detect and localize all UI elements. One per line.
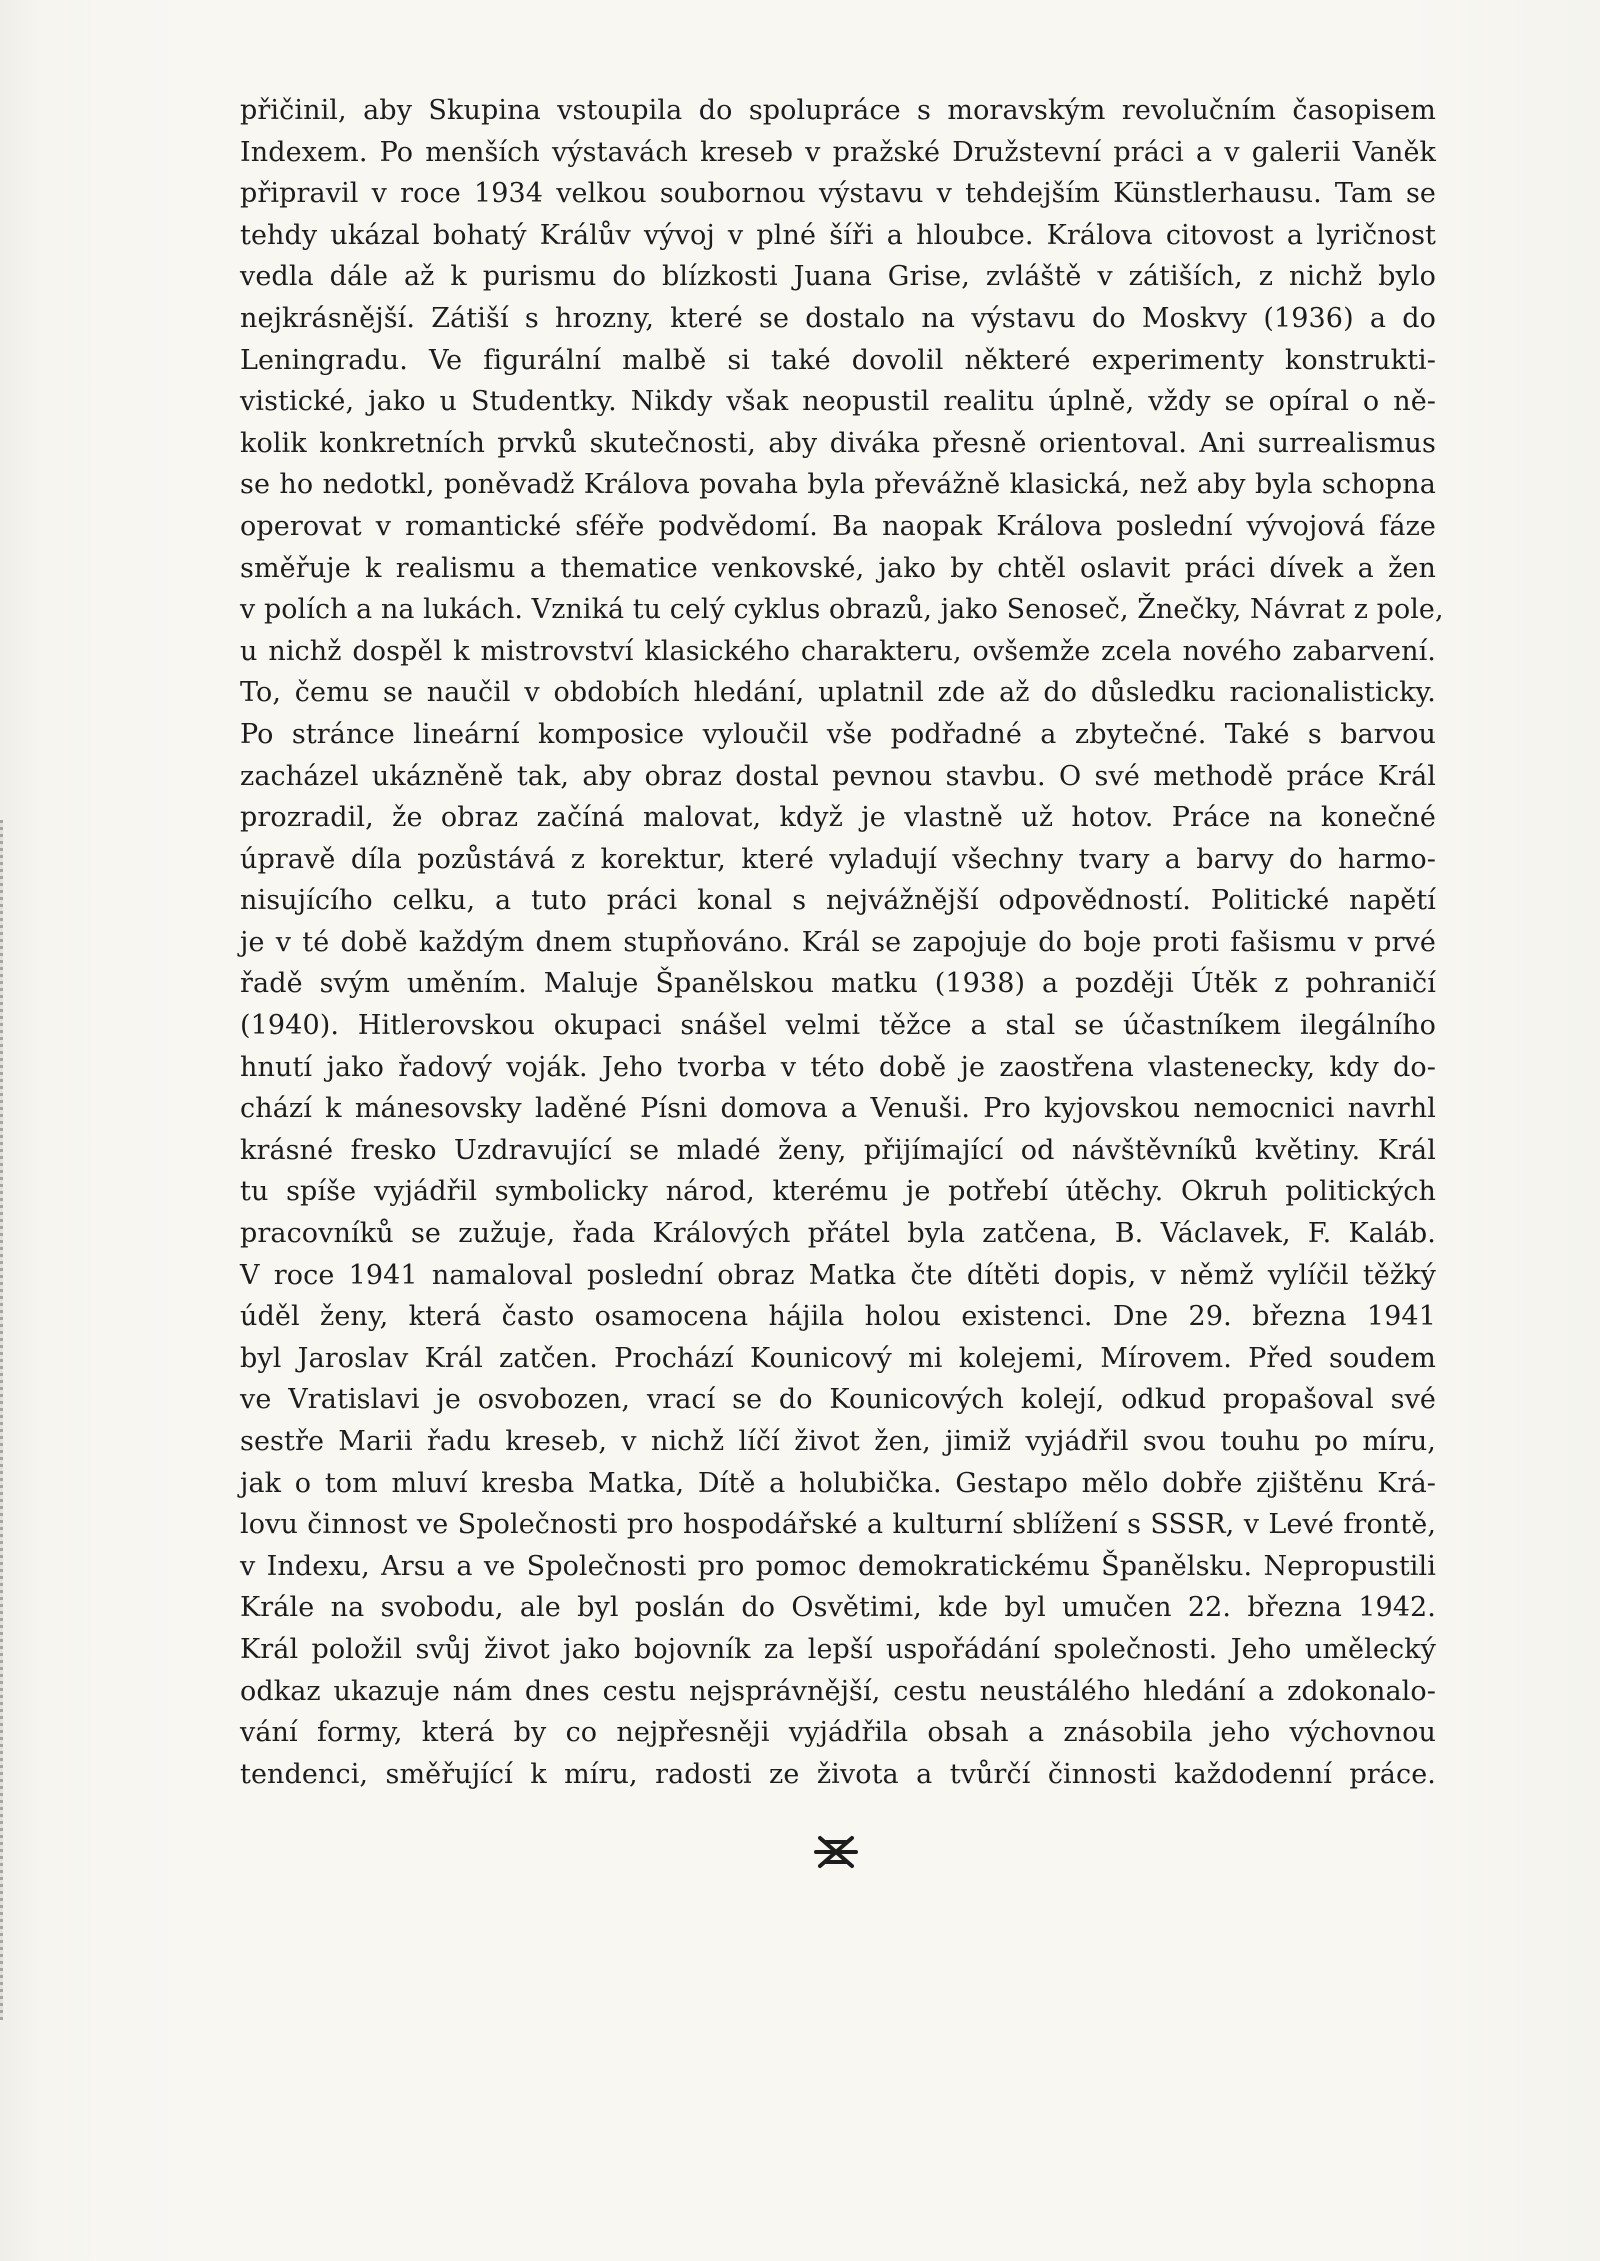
text-line: řadě svým uměním. Maluje Španělskou matku (1938) a později Útěk z pohraničí: [240, 968, 1436, 1000]
text-line: V roce 1941 namaloval poslední obraz Matka čte dítěti dopis, v němž vylíčil těžký: [240, 1259, 1436, 1291]
text-line: je v té době každým dnem stupňováno. Král se zapojuje do boje proti fašismu v prvé: [240, 926, 1436, 958]
text-line: nejkrásnější. Zátiší s hrozny, které se dostalo na výstavu do Moskvy (1936) a do: [240, 302, 1436, 334]
text-line: v polích a na lukách. Vzniká tu celý cyklus obrazů, jako Senoseč, Žnečky, Návrat z pole,: [240, 594, 1444, 626]
text-line: operovat v romantické sféře podvědomí. Ba naopak Králova poslední vývojová fáze: [240, 510, 1436, 542]
text-line: Po stránce lineární komposice vyloučil vše podřadné a zbytečné. Také s barvou: [240, 718, 1436, 750]
text-line: vistické, jako u Studentky. Nikdy však neopustil realitu úplně, vždy se opíral o ně-: [240, 386, 1436, 418]
text-line: vání formy, která by co nejpřesněji vyjádřila obsah a znásobila jeho výchovnou: [240, 1717, 1436, 1749]
text-line: zacházel ukázněně tak, aby obraz dostal pevnou stavbu. O své methodě práce Král: [240, 760, 1436, 792]
binding-edge: [0, 820, 3, 2020]
text-line: tendenci, směřující k míru, radosti ze života a tvůrčí činnosti každodenní práce.: [240, 1758, 1436, 1790]
text-line: směřuje k realismu a thematice venkovské, jako by chtěl oslavit práci dívek a žen: [240, 552, 1436, 584]
text-line: jak o tom mluví kresba Matka, Dítě a holubička. Gestapo mělo dobře zjištěnu Krá-: [240, 1467, 1436, 1499]
text-line: tu spíše vyjádřil symbolicky národ, kterému je potřebí útěchy. Okruh politických: [240, 1176, 1436, 1208]
text-line: úděl ženy, která často osamocena hájila holou existenci. Dne 29. března 1941: [240, 1301, 1436, 1333]
text-line: ve Vratislavi je osvobozen, vrací se do Kounicových kolejí, odkud propašoval své: [240, 1384, 1436, 1416]
text-line: Indexem. Po menších výstavách kreseb v pražské Družstevní práci a v galerii Vaněk: [240, 136, 1436, 168]
text-line: pracovníků se zužuje, řada Králových přátel byla zatčena, B. Václavek, F. Kaláb.: [240, 1218, 1436, 1250]
asterisk-ornament-icon: [812, 1828, 860, 1876]
text-line: To, čemu se naučil v obdobích hledání, uplatnil zde až do důsledku racionalisticky.: [240, 677, 1436, 709]
text-line: se ho nedotkl, poněvadž Králova povaha byla převážně klasická, než aby byla schopna: [240, 469, 1436, 501]
text-line: lovu činnost ve Společnosti pro hospodářské a kulturní sblížení s SSSR, v Levé frontě,: [240, 1509, 1436, 1541]
text-line: v Indexu, Arsu a ve Společnosti pro pomoc demokratickému Španělsku. Nepropustili: [240, 1550, 1436, 1582]
text-line: hnutí jako řadový voják. Jeho tvorba v této době je zaostřena vlastenecky, kdy do-: [240, 1051, 1436, 1083]
text-line: nisujícího celku, a tuto práci konal s nejvážnější odpovědností. Politické napětí: [240, 885, 1436, 917]
text-line: Leningradu. Ve figurální malbě si také dovolil některé experimenty konstrukti-: [240, 344, 1436, 376]
text-line: vedla dále až k purismu do blízkosti Juana Grise, zvláště v zátiších, z nichž bylo: [240, 261, 1436, 293]
text-line: Krále na svobodu, ale byl poslán do Osvětimi, kde byl umučen 22. března 1942.: [240, 1592, 1436, 1624]
text-line: u nichž dospěl k mistrovství klasického charakteru, ovšemže zcela nového zabarvení.: [240, 635, 1436, 667]
text-line: přičinil, aby Skupina vstoupila do spolupráce s moravským revolučním časopisem: [240, 95, 1436, 126]
text-line: (1940). Hitlerovskou okupaci snášel velmi těžce a stal se účastníkem ilegálního: [240, 1010, 1436, 1042]
text-line: byl Jaroslav Král zatčen. Prochází Kounicový mi kolejemi, Mírovem. Před soudem: [240, 1342, 1436, 1374]
text-line: odkaz ukazuje nám dnes cestu nejsprávnější, cestu neustálého hledání a zdokonalo-: [240, 1675, 1436, 1707]
text-line: kolik konkretních prvků skutečnosti, aby diváka přesně orientoval. Ani surrealismus: [240, 427, 1436, 459]
text-line: chází k mánesovsky laděné Písni domova a Venuši. Pro kyjovskou nemocnici navrhl: [240, 1093, 1436, 1125]
text-line: krásné fresko Uzdravující se mladé ženy, přijímající od návštěvníků květiny. Král: [240, 1134, 1436, 1166]
text-line: sestře Marii řadu kreseb, v nichž líčí život žen, jimiž vyjádřil svou touhu po míru,: [240, 1426, 1436, 1457]
text-line: úpravě díla pozůstává z korektur, které vyladují všechny tvary a barvy do harmo-: [240, 843, 1436, 875]
body-text: [240, 90, 1444, 1795]
text-line: Král položil svůj život jako bojovník za lepší uspořádání společnosti. Jeho umělecký: [240, 1633, 1436, 1665]
text-line: připravil v roce 1934 velkou soubornou výstavu v tehdejším Künstlerhausu. Tam se: [240, 178, 1436, 210]
text-line: prozradil, že obraz začíná malovat, když je vlastně už hotov. Práce na konečné: [240, 802, 1436, 834]
text-line: tehdy ukázal bohatý Králův vývoj v plné šíři a hloubce. Králova citovost a lyričnost: [240, 219, 1436, 251]
